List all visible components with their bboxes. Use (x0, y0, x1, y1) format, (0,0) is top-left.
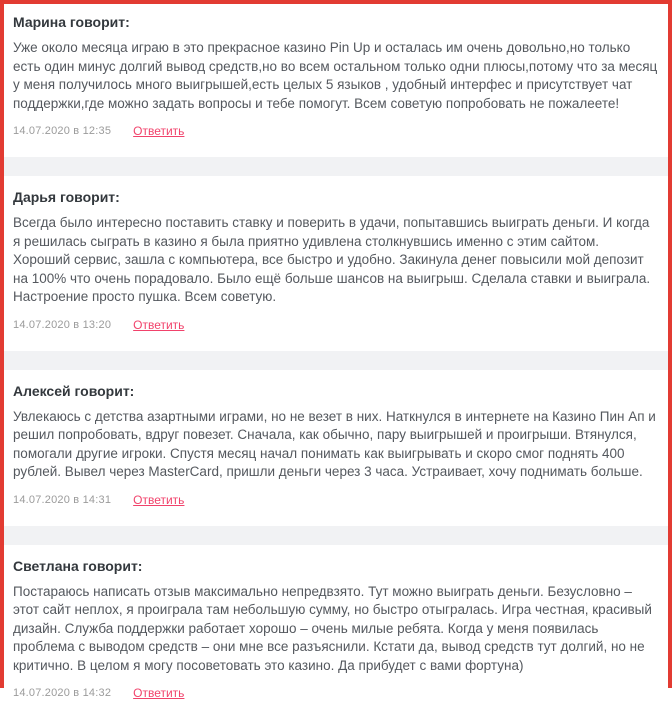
comment-author: Светлана говорит: (13, 558, 659, 574)
comment-author: Алексей говорит: (13, 383, 659, 399)
comment-body: Всегда было интересно поставить ставку и поверить в удачи, попытавшись выиграть деньги. И когда я решилась сыграть в казино я была приятно удивлена столкнувшись именно с этим сайтом. Хороший сервис, зашла с компьютера, все быстро и удобно. Закинула денег повысили мой депозит на 100% что очень порадовало. Было ещё больше шансов на выигрыш. Сделала ставки и выиграла. Настроение просто пушка. Всем советую. (13, 214, 659, 307)
comment-body: Уже около месяца играю в это прекрасное казино Pin Up и осталась им очень довольно,но только есть один минус долгий вывод средств,но во всем остальном только одни плюсы,потому что за месяц у меня получилось много выигрышей,есть целых 5 языков , удобный интерфес и присутствует чат поддержки,где можно задать вопросы и тебе помогут. Всем советую попробовать не пожалеете! (13, 39, 659, 113)
comment-date: 14.07.2020 в 12:35 (13, 125, 111, 137)
comment-meta (13, 491, 659, 507)
reply-link[interactable]: Ответить (133, 686, 184, 700)
reply-link[interactable]: Ответить (133, 318, 184, 332)
reply-link[interactable]: Ответить (133, 124, 184, 138)
comment-separator (4, 526, 668, 545)
comment-body: Постараюсь написать отзыв максимально непредвзято. Тут можно выиграть деньги. Безусловно – этот сайт неплох, я проиграла там небольшую сумму, но быстро отыгралась. Игра честная, красивый дизайн. Служба поддержки работает хорошо – очень милые ребята. Когда у меня появилась проблема с выводом средств – они мне все разъяснили. Кстати да, вывод средств тут долгий, но не критично. В целом я могу посоветовать это казино. Да прибудет с вами фортуна) (13, 583, 659, 676)
comments-section (4, 4, 668, 719)
comment-author: Марина говорит: (13, 14, 659, 30)
comment-marina (4, 4, 668, 157)
comment-separator (4, 351, 668, 370)
comment-author: Дарья говорит: (13, 189, 659, 205)
comment-date: 14.07.2020 в 14:32 (13, 687, 111, 699)
comment-meta (13, 122, 659, 138)
comment-date: 14.07.2020 в 13:20 (13, 319, 111, 331)
comment-meta (13, 316, 659, 332)
comment-aleksey (4, 370, 668, 526)
comment-darya (4, 176, 668, 351)
comment-svetlana (4, 545, 668, 719)
comment-separator (4, 157, 668, 176)
comment-date: 14.07.2020 в 14:31 (13, 494, 111, 506)
reply-link[interactable]: Ответить (133, 493, 184, 507)
comment-meta (13, 684, 659, 700)
comment-body: Увлекаюсь с детства азартными играми, но не везет в них. Наткнулся в интернете на Казино Пин Ап и решил попробовать, вдруг повезет. Сначала, как обычно, пару выигрышей и проигрыши. Втянулся, помогали другие игроки. Спустя месяц начал понимать как выигрывать и скоро смог поднять 400 рублей. Вывел через MasterCard, пришли деньги через 3 часа. Устраивает, хочу поднимать больше. (13, 408, 659, 482)
